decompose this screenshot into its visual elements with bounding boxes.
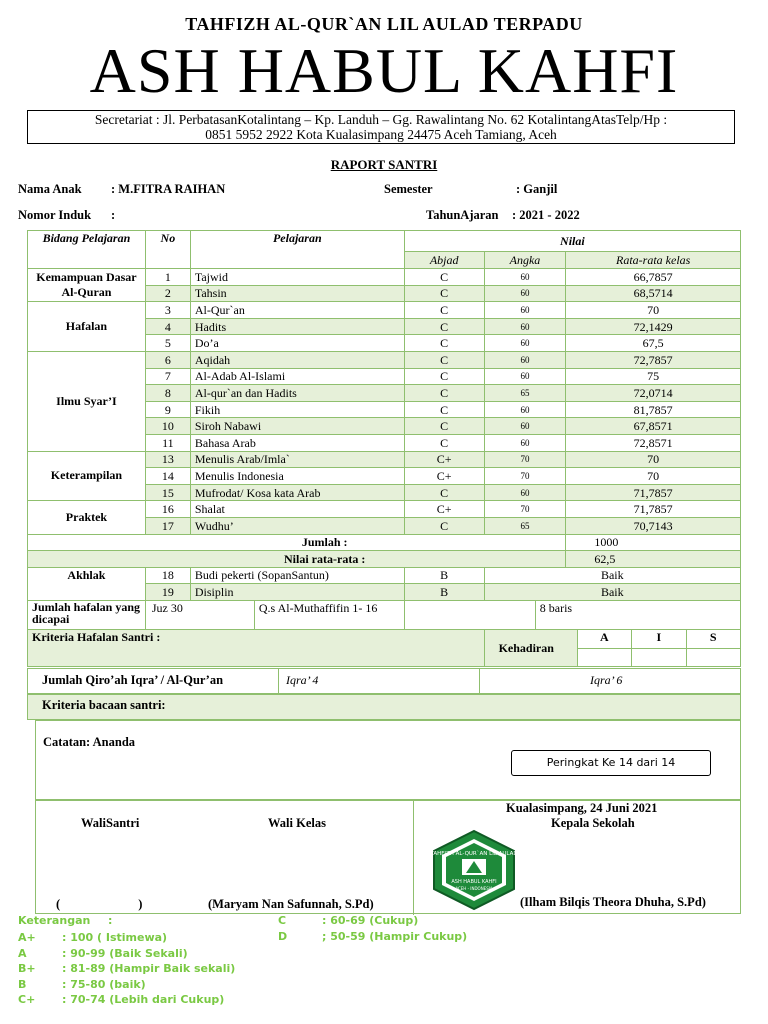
table-row bbox=[28, 269, 741, 286]
row-rata: 67,5 bbox=[566, 335, 741, 352]
row-abjad: C bbox=[404, 351, 484, 368]
catatan-box bbox=[35, 720, 741, 800]
table-row bbox=[28, 451, 741, 468]
row-no: 18 bbox=[145, 567, 190, 584]
row-subject: Disiplin bbox=[190, 584, 404, 601]
row-subject: Mufrodat/ Kosa kata Arab bbox=[190, 484, 404, 501]
legend-desc: : 90-99 (Baik Sekali) bbox=[62, 946, 188, 960]
row-no: 8 bbox=[145, 385, 190, 402]
address-line-1: Secretariat : Jl. PerbatasanKotalintang – Kp. Landuh – Gg. Rawalintang No. 62 KotalintangAtasTelp/Hp : bbox=[94, 112, 668, 127]
row-subject: Shalat bbox=[190, 501, 404, 518]
row-abjad: C bbox=[404, 335, 484, 352]
row-rata: 66,7857 bbox=[566, 269, 741, 286]
row-abjad: B bbox=[404, 584, 484, 601]
wali-santri-name: ( ) bbox=[56, 897, 143, 911]
id-value: : bbox=[111, 208, 116, 222]
akhlak-label: Akhlak bbox=[28, 567, 146, 600]
kepala-label: Kepala Sekolah bbox=[551, 816, 635, 830]
group-name: Hafalan bbox=[28, 302, 146, 352]
group-name: Kemampuan Dasar Al-Quran bbox=[28, 269, 146, 302]
row-angka: 60 bbox=[484, 285, 566, 302]
legend-desc: : 75-80 (baik) bbox=[62, 977, 146, 991]
row-subject: Do’a bbox=[190, 335, 404, 352]
row-subject: Bahasa Arab bbox=[190, 434, 404, 451]
row-rata: 71,7857 bbox=[566, 484, 741, 501]
row-subject: Wudhu’ bbox=[190, 517, 404, 534]
signature-area bbox=[35, 800, 741, 914]
row-no: 14 bbox=[145, 468, 190, 485]
semester-label: Semester bbox=[384, 182, 433, 196]
row-angka: 70 bbox=[484, 451, 566, 468]
jumlah-row-value: 1000 bbox=[566, 534, 741, 551]
row-abjad: C bbox=[404, 368, 484, 385]
row-rata: 67,8571 bbox=[566, 418, 741, 435]
row-rata: 72,8571 bbox=[566, 434, 741, 451]
row-angka: 60 bbox=[484, 401, 566, 418]
col-angka: Angka bbox=[484, 252, 566, 269]
peringkat-box: Peringkat Ke 14 dari 14 bbox=[511, 750, 711, 776]
logo-top-text: TAHFIZH AL-QUR`AN LIL AULAD bbox=[430, 851, 518, 857]
row-subject: Hadits bbox=[190, 318, 404, 335]
legend-colon: : bbox=[108, 914, 113, 927]
group-name: Praktek bbox=[28, 501, 146, 534]
name-label: Nama Anak bbox=[18, 182, 82, 196]
row-angka: 60 bbox=[484, 335, 566, 352]
row-rata: 72,0714 bbox=[566, 385, 741, 402]
row-abjad: C bbox=[404, 517, 484, 534]
row-no: 2 bbox=[145, 285, 190, 302]
row-abjad: C bbox=[404, 385, 484, 402]
row-subject: Al-Qur`an bbox=[190, 302, 404, 319]
row-no: 19 bbox=[145, 584, 190, 601]
logo-mid-text: ASH HABUL KAHFI bbox=[451, 879, 497, 885]
row-desc: Baik bbox=[484, 584, 740, 601]
legend-grade: A bbox=[18, 946, 27, 960]
row-rata: 70 bbox=[566, 451, 741, 468]
row-angka: 70 bbox=[484, 501, 566, 518]
legend-grade: A+ bbox=[18, 931, 36, 944]
row-no: 15 bbox=[145, 484, 190, 501]
row-subject: Al-Adab Al-Islami bbox=[190, 368, 404, 385]
hafalan-baris: 8 baris bbox=[539, 600, 573, 615]
row-no: 3 bbox=[145, 302, 190, 319]
hafalan-juz: Juz 30 bbox=[146, 601, 255, 629]
average-row-value: 62,5 bbox=[566, 551, 741, 568]
row-rata: 71,7857 bbox=[566, 501, 741, 518]
semester-value: : Ganjil bbox=[516, 182, 558, 196]
row-subject: Budi pekerti (SopanSantun) bbox=[190, 567, 404, 584]
row-abjad: C+ bbox=[404, 451, 484, 468]
row-subject: Siroh Nabawi bbox=[190, 418, 404, 435]
row-rata: 70 bbox=[566, 302, 741, 319]
kehadiran-col: A bbox=[578, 630, 631, 649]
row-rata: 72,1429 bbox=[566, 318, 741, 335]
row-angka: 60 bbox=[484, 418, 566, 435]
col-no: No bbox=[145, 231, 190, 269]
qiroah-label: Jumlah Qiro’ah Iqra’ / Al-Qur’an bbox=[42, 673, 224, 687]
legend-desc: : 100 ( Istimewa) bbox=[62, 931, 168, 944]
name-value: : M.FITRA RAIHAN bbox=[111, 182, 226, 196]
col-pelajaran: Pelajaran bbox=[190, 231, 404, 269]
wali-kelas-label: Wali Kelas bbox=[268, 816, 326, 830]
kriteria-bacaan: Kriteria bacaan santri: bbox=[42, 698, 166, 712]
row-desc: Baik bbox=[484, 567, 740, 584]
row-angka: 60 bbox=[484, 302, 566, 319]
average-row bbox=[28, 551, 741, 568]
row-angka: 60 bbox=[484, 434, 566, 451]
qiroah-row bbox=[27, 668, 741, 694]
row-abjad: C bbox=[404, 285, 484, 302]
legend-desc: : 81-89 (Hampir Baik sekali) bbox=[62, 962, 236, 975]
legend-grade: D bbox=[278, 929, 288, 943]
col-bidang: Bidang Pelajaran bbox=[28, 231, 146, 269]
row-subject: Tahsin bbox=[190, 285, 404, 302]
school-logo bbox=[428, 829, 520, 911]
legend-grade: C+ bbox=[18, 993, 36, 1006]
kriteria-row bbox=[28, 629, 741, 666]
row-rata: 75 bbox=[566, 368, 741, 385]
row-no: 1 bbox=[145, 269, 190, 286]
qiroah-value-2: Iqra’ 6 bbox=[590, 673, 623, 687]
row-angka: 60 bbox=[484, 484, 566, 501]
school-title: ASH HABUL KAHFI bbox=[89, 35, 679, 106]
row-abjad: C+ bbox=[404, 468, 484, 485]
row-angka: 60 bbox=[484, 318, 566, 335]
table-row bbox=[28, 351, 741, 368]
logo-bot-text: ACEH - INDONESIA bbox=[455, 886, 493, 891]
table-row bbox=[28, 302, 741, 319]
kriteria-bacaan-row bbox=[27, 694, 741, 720]
row-no: 11 bbox=[145, 434, 190, 451]
row-abjad: C bbox=[404, 269, 484, 286]
row-angka: 65 bbox=[484, 517, 566, 534]
row-subject: Menulis Arab/Imla` bbox=[190, 451, 404, 468]
header-row bbox=[28, 231, 741, 252]
row-subject: Fikih bbox=[190, 401, 404, 418]
address-box bbox=[27, 110, 735, 144]
kriteria-hafalan: Kriteria Hafalan Santri : bbox=[28, 629, 485, 666]
wali-kelas-name: (Maryam Nan Safunnah, S.Pd) bbox=[208, 897, 374, 911]
row-rata: 70 bbox=[566, 468, 741, 485]
place-date: Kualasimpang, 24 Juni 2021 bbox=[506, 801, 658, 815]
group-name: Ilmu Syar’I bbox=[28, 351, 146, 451]
row-abjad: B bbox=[404, 567, 484, 584]
row-abjad: C bbox=[404, 418, 484, 435]
address-line-2: 0851 5952 2922 Kota Kualasimpang 24475 Aceh Tamiang, Aceh bbox=[205, 127, 557, 142]
jumlah-row-label: Jumlah : bbox=[28, 534, 566, 551]
kehadiran-col: I bbox=[632, 630, 685, 649]
legend-desc: : 60-69 (Cukup) bbox=[322, 914, 419, 927]
row-no: 10 bbox=[145, 418, 190, 435]
row-abjad: C bbox=[404, 484, 484, 501]
legend-grade: C bbox=[278, 914, 287, 927]
row-rata: 72,7857 bbox=[566, 351, 741, 368]
row-no: 6 bbox=[145, 351, 190, 368]
row-no: 5 bbox=[145, 335, 190, 352]
row-subject: Al-qur`an dan Hadits bbox=[190, 385, 404, 402]
group-name: Keterampilan bbox=[28, 451, 146, 501]
row-angka: 60 bbox=[484, 269, 566, 286]
year-label: TahunAjaran bbox=[426, 208, 499, 222]
row-abjad: C bbox=[404, 318, 484, 335]
kehadiran-col: S bbox=[687, 630, 740, 649]
average-row-label: Nilai rata-rata : bbox=[28, 551, 566, 568]
wali-santri-label: WaliSantri bbox=[81, 816, 140, 830]
row-no: 9 bbox=[145, 401, 190, 418]
akhlak-row bbox=[28, 567, 741, 584]
row-rata: 70,7143 bbox=[566, 517, 741, 534]
kehadiran-label: Kehadiran bbox=[485, 630, 578, 666]
row-angka: 70 bbox=[484, 468, 566, 485]
jumlah-row bbox=[28, 534, 741, 551]
hafalan-row bbox=[28, 600, 741, 629]
legend-grade: B bbox=[18, 977, 27, 991]
row-no: 13 bbox=[145, 451, 190, 468]
row-abjad: C bbox=[404, 302, 484, 319]
legend-grade: B+ bbox=[18, 962, 36, 975]
qiroah-value-1: Iqra’ 4 bbox=[286, 673, 319, 687]
col-abjad: Abjad bbox=[404, 252, 484, 269]
catatan: Catatan: Ananda bbox=[43, 735, 136, 749]
row-subject: Tajwid bbox=[190, 269, 404, 286]
row-no: 7 bbox=[145, 368, 190, 385]
row-subject: Aqidah bbox=[190, 351, 404, 368]
hafalan-label: Jumlah hafalan yang dicapai bbox=[28, 600, 146, 629]
row-abjad: C bbox=[404, 401, 484, 418]
row-no: 4 bbox=[145, 318, 190, 335]
row-abjad: C bbox=[404, 434, 484, 451]
row-subject: Menulis Indonesia bbox=[190, 468, 404, 485]
report-title: RAPORT SANTRI bbox=[330, 157, 438, 172]
year-value: : 2021 - 2022 bbox=[512, 208, 580, 222]
grades-table bbox=[27, 230, 741, 667]
id-label: Nomor Induk bbox=[18, 208, 92, 222]
row-abjad: C+ bbox=[404, 501, 484, 518]
hafalan-surah: Q.s Al-Muthaffifin 1- 16 bbox=[258, 600, 378, 615]
row-angka: 60 bbox=[484, 368, 566, 385]
row-angka: 65 bbox=[484, 385, 566, 402]
legend-desc: ; 50-59 (Hampir Cukup) bbox=[322, 929, 468, 943]
col-nilai: Nilai bbox=[404, 231, 740, 252]
row-rata: 68,5714 bbox=[566, 285, 741, 302]
legend-desc: : 70-74 (Lebih dari Cukup) bbox=[62, 993, 225, 1006]
kepala-name: (Ilham Bilqis Theora Dhuha, S.Pd) bbox=[520, 895, 706, 909]
row-rata: 81,7857 bbox=[566, 401, 741, 418]
table-row bbox=[28, 501, 741, 518]
row-angka: 60 bbox=[484, 351, 566, 368]
row-no: 16 bbox=[145, 501, 190, 518]
school-supertitle: TAHFIZH AL-QUR`AN LIL AULAD TERPADU bbox=[185, 14, 583, 34]
row-no: 17 bbox=[145, 517, 190, 534]
col-rata: Rata-rata kelas bbox=[566, 252, 741, 269]
legend-title: Keterangan bbox=[18, 914, 91, 927]
